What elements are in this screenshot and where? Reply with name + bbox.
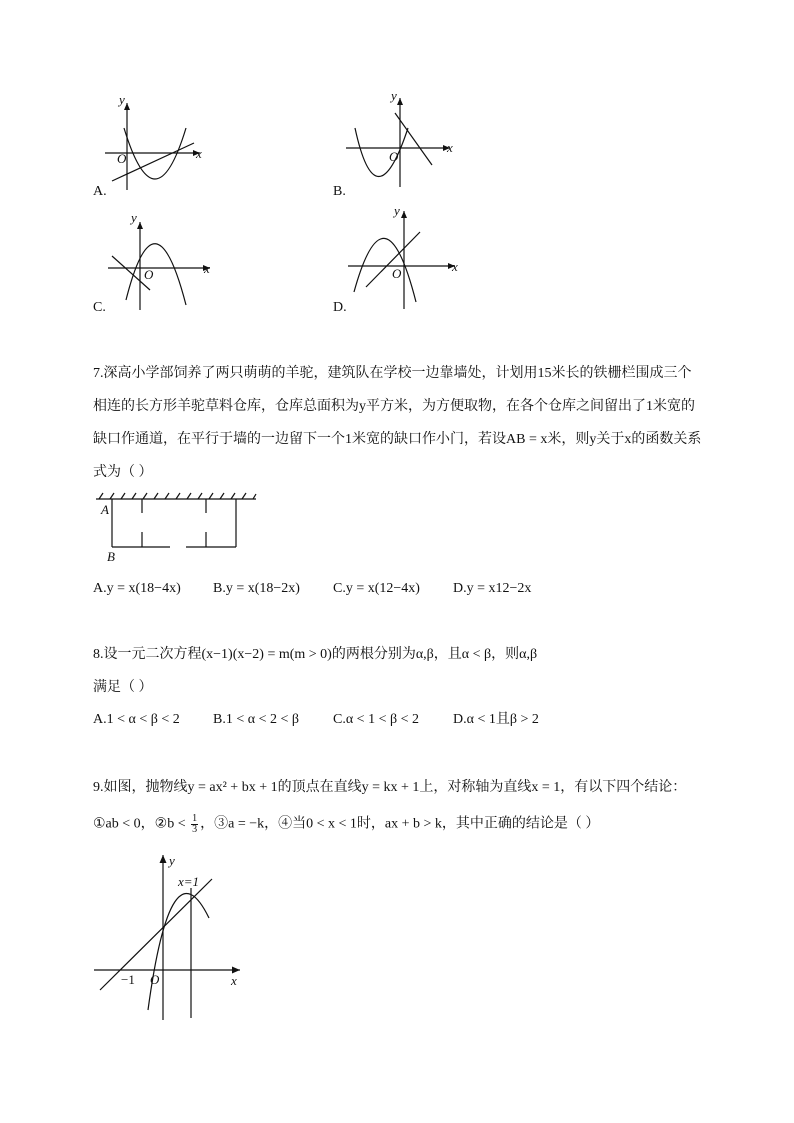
q6-option-b-label[interactable]: B.	[333, 184, 346, 199]
q6d-y: y	[394, 203, 400, 218]
q7-label-b: B	[107, 549, 115, 564]
q8-text-line1: 8.设一元二次方程(x−1)(x−2) = m(m > 0)的两根分别为α,β，且α < β，则α,β	[93, 647, 538, 662]
q6-option-d-label[interactable]: D.	[333, 300, 347, 315]
q9-axis-label: x=1	[178, 874, 200, 889]
q9-conclusions-start: ①ab < 0，②b <	[93, 816, 190, 832]
q7-label-a: A	[101, 502, 109, 517]
q6b-y: y	[391, 88, 397, 103]
q7-text-line2: 相连的长方形羊驼草料仓库，仓库总面积为y平方米，为方便取物，在各个仓库之间留出了1米宽的	[93, 399, 695, 414]
q7-text-line3: 缺口作通道，在平行于墙的一边留下一个1米宽的缺口作小门，若设AB = x米，则y关于x的函数关系	[93, 432, 702, 447]
wall-hatching	[99, 493, 256, 499]
q9-conclusions-end: ，③a = −k，④当0 < x < 1时，ax + b > k，其中正确的结论是（ ）	[200, 816, 600, 832]
q6d-o: O	[392, 266, 402, 281]
q6b-x: x	[447, 140, 453, 155]
q7-text-line4: 式为（ ）	[93, 465, 153, 480]
q9-text-line1: 9.如图，抛物线y = ax² + bx + 1的顶点在直线y = kx + 1上，对称轴为直线x = 1，有以下四个结论：	[93, 780, 687, 795]
q9-origin: O	[150, 972, 160, 987]
q9-fraction	[191, 814, 198, 835]
q6-option-c-label[interactable]: C.	[93, 300, 106, 315]
q9-y-label: y	[169, 853, 175, 868]
q6a-o: O	[117, 151, 127, 166]
q7-option-a[interactable]: A.y = x(18−4x)	[93, 581, 181, 596]
q6a-y: y	[119, 92, 125, 107]
q6-option-a-label[interactable]: A.	[93, 184, 107, 199]
q7-text-line1: 7.深高小学部饲养了两只萌萌的羊驼，建筑队在学校一边靠墙处，计划用15米长的铁栅栏围成三个	[93, 366, 692, 381]
q7-option-d[interactable]: D.y = x12−2x	[453, 581, 532, 596]
q9-neg-one: −1	[121, 972, 135, 987]
q6d-x: x	[452, 259, 458, 274]
q8-option-b[interactable]: B.1 < α < 2 < β	[213, 712, 299, 727]
q9-x-label: x	[231, 973, 237, 988]
q6b-o: O	[389, 149, 399, 164]
q6c-y: y	[131, 210, 137, 225]
q9-text-line2	[93, 814, 599, 835]
q6c-o: O	[144, 267, 154, 282]
q7-option-c[interactable]: C.y = x(12−4x)	[333, 581, 420, 596]
q9-fraction-num: 1	[192, 813, 198, 824]
q8-option-c[interactable]: C.α < 1 < β < 2	[333, 712, 419, 727]
q9-fraction-den: 3	[192, 824, 198, 835]
q6c-x: x	[204, 261, 210, 276]
q8-option-d[interactable]: D.α < 1且β > 2	[453, 712, 539, 727]
q8-option-a[interactable]: A.1 < α < β < 2	[93, 712, 180, 727]
q8-text-line2: 满足（ ）	[93, 680, 153, 695]
q6a-x: x	[196, 146, 202, 161]
q7-option-b[interactable]: B.y = x(18−2x)	[213, 581, 300, 596]
